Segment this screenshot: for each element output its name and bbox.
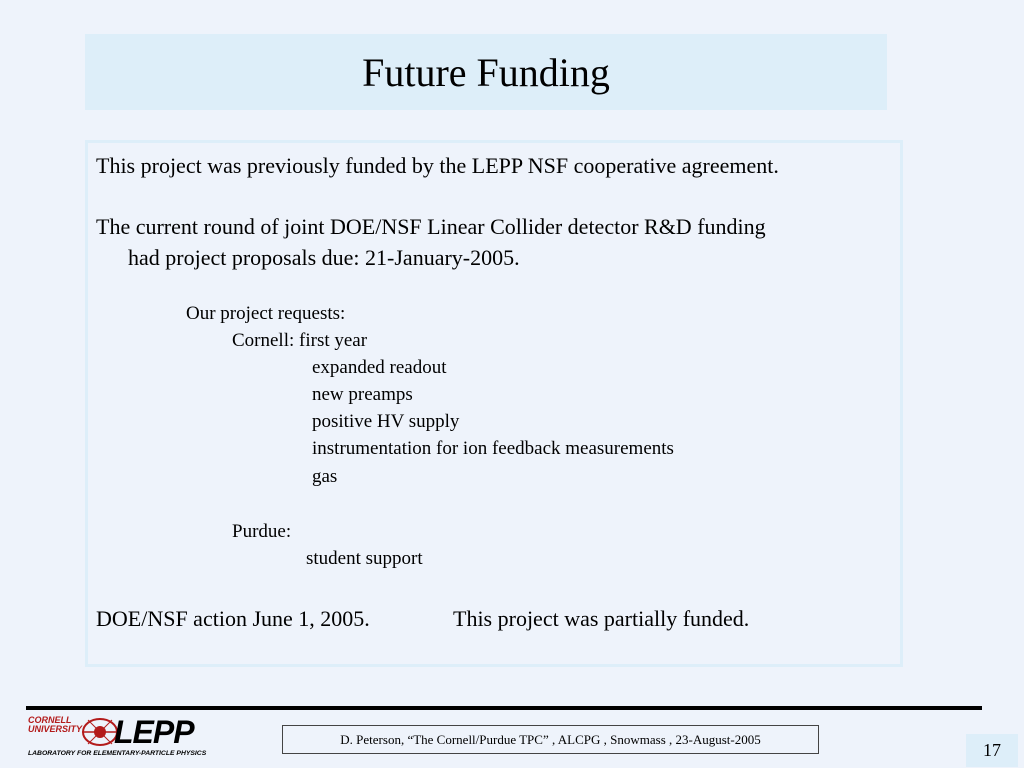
lepp-wordmark: LEPP [114, 714, 194, 750]
paragraph-previous-funding: This project was previously funded by the LEPP NSF cooperative agreement. [96, 153, 779, 178]
cornell-item: instrumentation for ion feedback measurements [312, 438, 674, 459]
cornell-item: new preamps [312, 384, 413, 405]
content-box [85, 140, 903, 667]
cornell-item: positive HV supply [312, 411, 460, 432]
lepp-logo [28, 714, 218, 764]
result-text: This project was partially funded. [453, 606, 750, 631]
action-text: DOE/NSF action June 1, 2005. [96, 606, 370, 631]
purdue-item: student support [306, 548, 423, 569]
cornell-line1: CORNELL [28, 715, 72, 725]
paragraph-current-round-line2: had project proposals due: 21-January-2005. [128, 245, 520, 270]
footer-divider [26, 706, 982, 710]
paragraph-current-round-line1: The current round of joint DOE/NSF Linear Collider detector R&D funding [96, 214, 766, 239]
cornell-wordmark [28, 716, 82, 734]
cornell-item: gas [312, 466, 338, 487]
page-number: 17 [966, 734, 1018, 767]
cornell-item: expanded readout [312, 357, 447, 378]
requests-heading: Our project requests: [186, 303, 346, 324]
title-box [85, 34, 887, 110]
purdue-label: Purdue: [232, 521, 292, 542]
cornell-label: Cornell: first year [232, 330, 368, 351]
footer-citation: D. Peterson, “The Cornell/Purdue TPC” , ALCPG , Snowmass , 23-August-2005 [282, 725, 819, 754]
lab-subtitle: LABORATORY FOR ELEMENTARY-PARTICLE PHYSICS [28, 750, 207, 757]
cornell-line2: UNIVERSITY [28, 724, 83, 734]
slide-title: Future Funding [362, 49, 610, 95]
